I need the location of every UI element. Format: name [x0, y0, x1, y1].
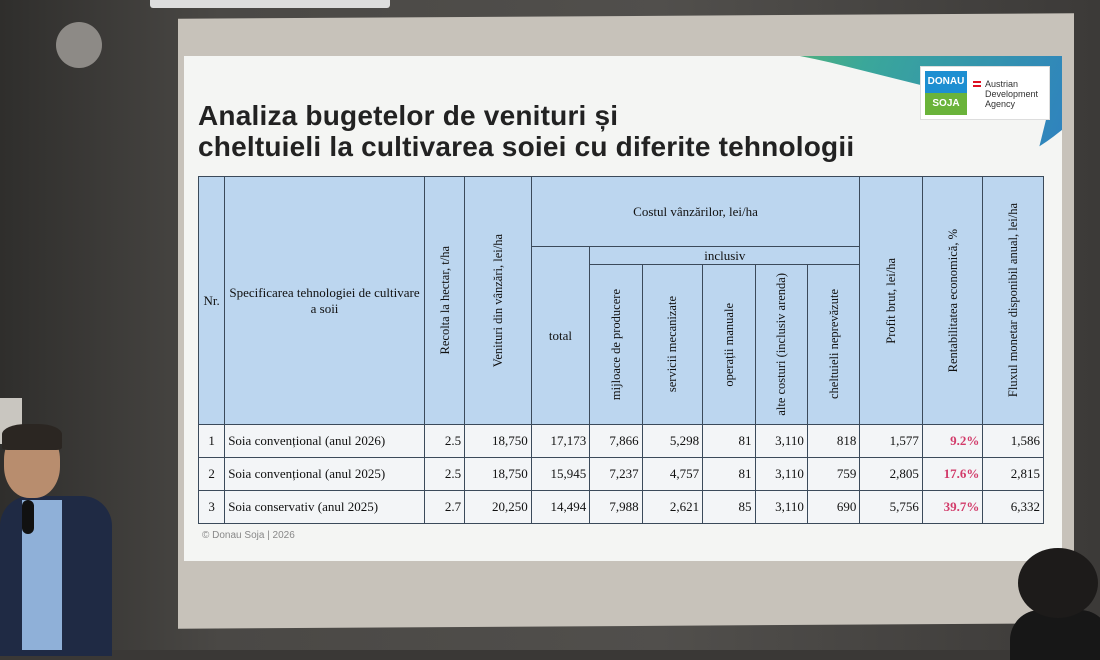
- slide-title-line-2: cheltuieli la cultivarea soiei cu diferite tehnologii: [198, 131, 855, 162]
- header-other: alte costuri (inclusiv arenda): [755, 265, 807, 425]
- presentation-slide: [184, 56, 1062, 561]
- header-cost-group: Costul vânzărilor, lei/ha: [531, 177, 860, 247]
- table-row: 2 Soia convențional (anul 2025) 2.5 18,750 15,945 7,237 4,757 81 3,110 759 2,805 17.6% 2,815: [199, 458, 1044, 491]
- slide-title-line-1: Analiza bugetelor de venituri și: [198, 100, 619, 131]
- header-rentab: Rentabilitatea economică, %: [922, 177, 982, 425]
- header-profit: Profit brut, lei/ha: [860, 177, 923, 425]
- header-cashflow: Fluxul monetar disponibil anual, lei/ha: [983, 177, 1044, 425]
- header-mech: servicii mecanizate: [642, 265, 702, 425]
- header-unforeseen: cheltuieli neprevăzute: [807, 265, 859, 425]
- table-row: 3 Soia conservativ (anul 2025) 2.7 20,250 14,494 7,988 2,621 85 3,110 690 5,756 39.7% 6,332: [199, 491, 1044, 524]
- donau-soja-logo: DONAU SOJA: [925, 71, 967, 115]
- microphone-icon: [22, 500, 34, 534]
- table-row: 1 Soia convențional (anul 2026) 2.5 18,750 17,173 7,866 5,298 81 3,110 818 1,577 9.2% 1,586: [199, 425, 1044, 458]
- partner-logo-text: Austrian Development Agency: [985, 79, 1039, 109]
- audience-person: [1010, 548, 1100, 650]
- slide-footer: © Donau Soja | 2026: [202, 530, 295, 541]
- presenter-person: [0, 428, 116, 650]
- header-manual: operații manuale: [703, 265, 755, 425]
- header-nr: Nr.: [199, 177, 225, 425]
- header-inclusiv: inclusiv: [590, 247, 860, 265]
- slide-title: [198, 100, 1038, 162]
- projector-screen-top: [150, 0, 390, 8]
- austria-flag-icon: [973, 81, 981, 87]
- header-inputs: mijloace de producere: [590, 265, 642, 425]
- ceiling-light: [56, 22, 102, 68]
- header-spec: Specificarea tehnologiei de cultivare a soii: [225, 177, 425, 425]
- header-revenue: Venituri din vânzări, lei/ha: [465, 177, 532, 425]
- header-total: total: [531, 247, 589, 425]
- header-yield: Recolta la hectar, t/ha: [424, 177, 464, 425]
- budget-table: [198, 176, 1044, 524]
